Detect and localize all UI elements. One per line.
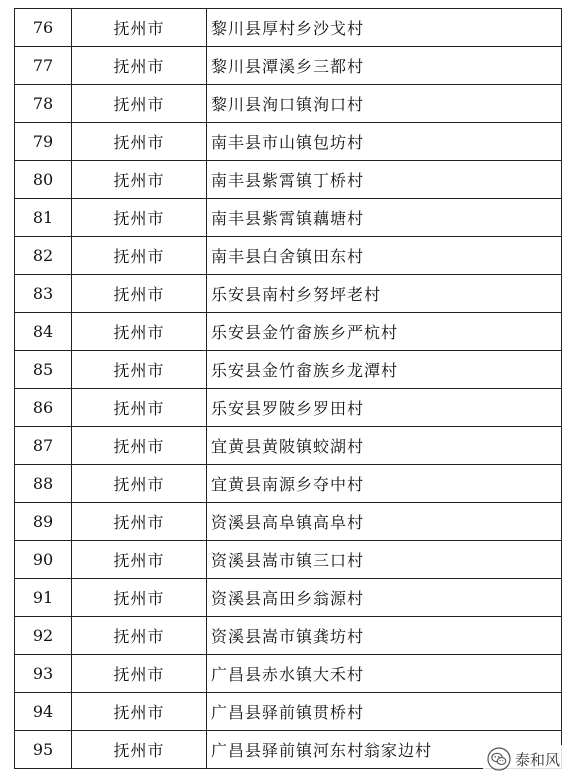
row-number: 87 <box>15 427 72 465</box>
row-number: 90 <box>15 541 72 579</box>
row-village: 乐安县金竹畲族乡龙潭村 <box>207 351 562 389</box>
table-row <box>15 541 562 579</box>
row-number: 84 <box>15 313 72 351</box>
row-village: 南丰县紫霄镇丁桥村 <box>207 161 562 199</box>
table-row <box>15 313 562 351</box>
row-village: 资溪县高阜镇高阜村 <box>207 503 562 541</box>
table-row <box>15 579 562 617</box>
row-village: 乐安县金竹畲族乡严杭村 <box>207 313 562 351</box>
row-city: 抚州市 <box>72 199 207 237</box>
row-number: 77 <box>15 47 72 85</box>
table-row <box>15 617 562 655</box>
row-number: 85 <box>15 351 72 389</box>
row-number: 89 <box>15 503 72 541</box>
row-number: 81 <box>15 199 72 237</box>
table-row <box>15 275 562 313</box>
table-row <box>15 427 562 465</box>
row-village: 乐安县罗陂乡罗田村 <box>207 389 562 427</box>
row-number: 94 <box>15 693 72 731</box>
row-village: 资溪县高田乡翁源村 <box>207 579 562 617</box>
row-village: 黎川县厚村乡沙戈村 <box>207 9 562 47</box>
row-city: 抚州市 <box>72 693 207 731</box>
watermark-text: 泰和风 <box>514 750 560 769</box>
row-number: 92 <box>15 617 72 655</box>
row-city: 抚州市 <box>72 313 207 351</box>
wechat-icon <box>487 747 511 771</box>
row-city: 抚州市 <box>72 655 207 693</box>
row-number: 95 <box>15 731 72 769</box>
row-city: 抚州市 <box>72 161 207 199</box>
row-city: 抚州市 <box>72 123 207 161</box>
row-village: 宜黄县南源乡夺中村 <box>207 465 562 503</box>
village-table <box>14 8 562 769</box>
row-village: 资溪县嵩市镇三口村 <box>207 541 562 579</box>
table-row <box>15 693 562 731</box>
row-city: 抚州市 <box>72 9 207 47</box>
row-village: 资溪县嵩市镇龚坊村 <box>207 617 562 655</box>
row-city: 抚州市 <box>72 275 207 313</box>
table-body <box>15 9 562 769</box>
row-city: 抚州市 <box>72 579 207 617</box>
row-village: 黎川县洵口镇洵口村 <box>207 85 562 123</box>
row-number: 93 <box>15 655 72 693</box>
table-row <box>15 9 562 47</box>
row-number: 79 <box>15 123 72 161</box>
wechat-watermark <box>483 745 564 773</box>
row-village: 乐安县南村乡努坪老村 <box>207 275 562 313</box>
row-city: 抚州市 <box>72 617 207 655</box>
row-village: 黎川县潭溪乡三都村 <box>207 47 562 85</box>
row-city: 抚州市 <box>72 351 207 389</box>
row-number: 88 <box>15 465 72 503</box>
row-village: 广昌县赤水镇大禾村 <box>207 655 562 693</box>
row-city: 抚州市 <box>72 427 207 465</box>
row-number: 83 <box>15 275 72 313</box>
table-row <box>15 199 562 237</box>
row-number: 82 <box>15 237 72 275</box>
row-village: 南丰县白舍镇田东村 <box>207 237 562 275</box>
row-number: 86 <box>15 389 72 427</box>
row-village: 广昌县驿前镇贯桥村 <box>207 693 562 731</box>
table-row <box>15 503 562 541</box>
table-row <box>15 47 562 85</box>
row-city: 抚州市 <box>72 85 207 123</box>
table-row <box>15 85 562 123</box>
row-city: 抚州市 <box>72 465 207 503</box>
row-village: 广昌县驿前镇河东村翁家边村 <box>207 731 562 769</box>
row-city: 抚州市 <box>72 541 207 579</box>
table-row <box>15 655 562 693</box>
table-row <box>15 123 562 161</box>
row-village: 南丰县市山镇包坊村 <box>207 123 562 161</box>
table-row <box>15 161 562 199</box>
row-number: 78 <box>15 85 72 123</box>
row-number: 76 <box>15 9 72 47</box>
row-village: 南丰县紫霄镇藕塘村 <box>207 199 562 237</box>
table-row <box>15 389 562 427</box>
row-city: 抚州市 <box>72 237 207 275</box>
table-row <box>15 465 562 503</box>
row-city: 抚州市 <box>72 47 207 85</box>
table-row <box>15 237 562 275</box>
table-row <box>15 731 562 769</box>
row-city: 抚州市 <box>72 389 207 427</box>
row-number: 80 <box>15 161 72 199</box>
table-row <box>15 351 562 389</box>
row-number: 91 <box>15 579 72 617</box>
row-city: 抚州市 <box>72 731 207 769</box>
row-village: 宜黄县黄陂镇蛟湖村 <box>207 427 562 465</box>
row-city: 抚州市 <box>72 503 207 541</box>
